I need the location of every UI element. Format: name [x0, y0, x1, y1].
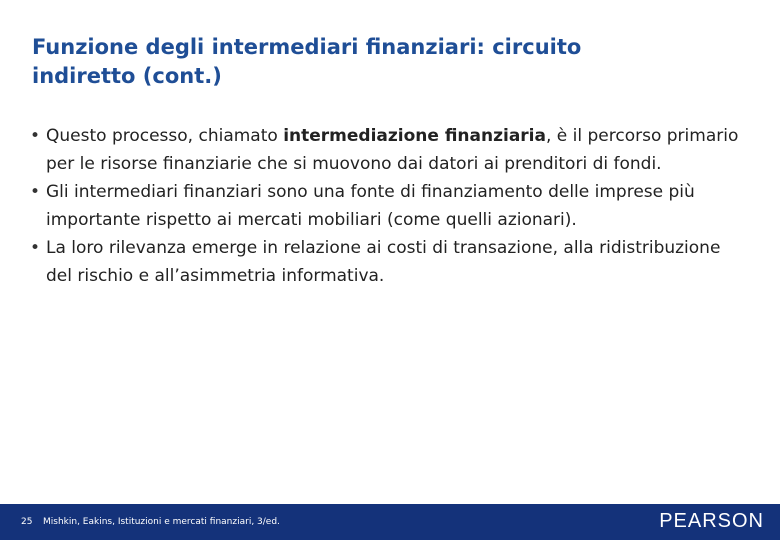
bullet-item-2 — [30, 178, 750, 234]
bullet-item-1 — [30, 122, 750, 178]
bullet-dot-icon: • — [30, 126, 41, 146]
bullet-list — [30, 122, 750, 290]
pearson-logo: PEARSON — [659, 510, 764, 532]
bullet-1-bold-term: intermediazione finanziaria — [283, 126, 546, 146]
slide-title-line-2: indiretto (cont.) — [32, 64, 222, 88]
page-number: 25 — [21, 517, 33, 527]
bullet-1-text-before: Questo processo, chiamato — [46, 126, 284, 146]
bullet-item-3 — [30, 234, 750, 290]
bullet-dot-icon: • — [30, 182, 41, 202]
bullet-dot-icon: • — [30, 238, 41, 258]
footer-bar — [0, 504, 780, 540]
slide-title — [32, 33, 732, 91]
bullet-2-text: Gli intermediari finanziari sono una fonte di finanziamento delle imprese più importante rispetto ai mercati mobiliari (come quelli azionari). — [46, 182, 695, 230]
bullet-3-text: La loro rilevanza emerge in relazione ai costi di transazione, alla ridistribuzione del rischio e all’asimmetria informativa. — [46, 238, 721, 286]
slide-title-line-1: Funzione degli intermediari finanziari: circuito — [32, 35, 582, 59]
footer-citation: Mishkin, Eakins, Istituzioni e mercati finanziari, 3/ed. — [43, 517, 280, 527]
bullet-1-text-after: , è il percorso primario per le risorse finanziarie che si muovono dai datori ai prenditori di fondi. — [46, 126, 739, 174]
